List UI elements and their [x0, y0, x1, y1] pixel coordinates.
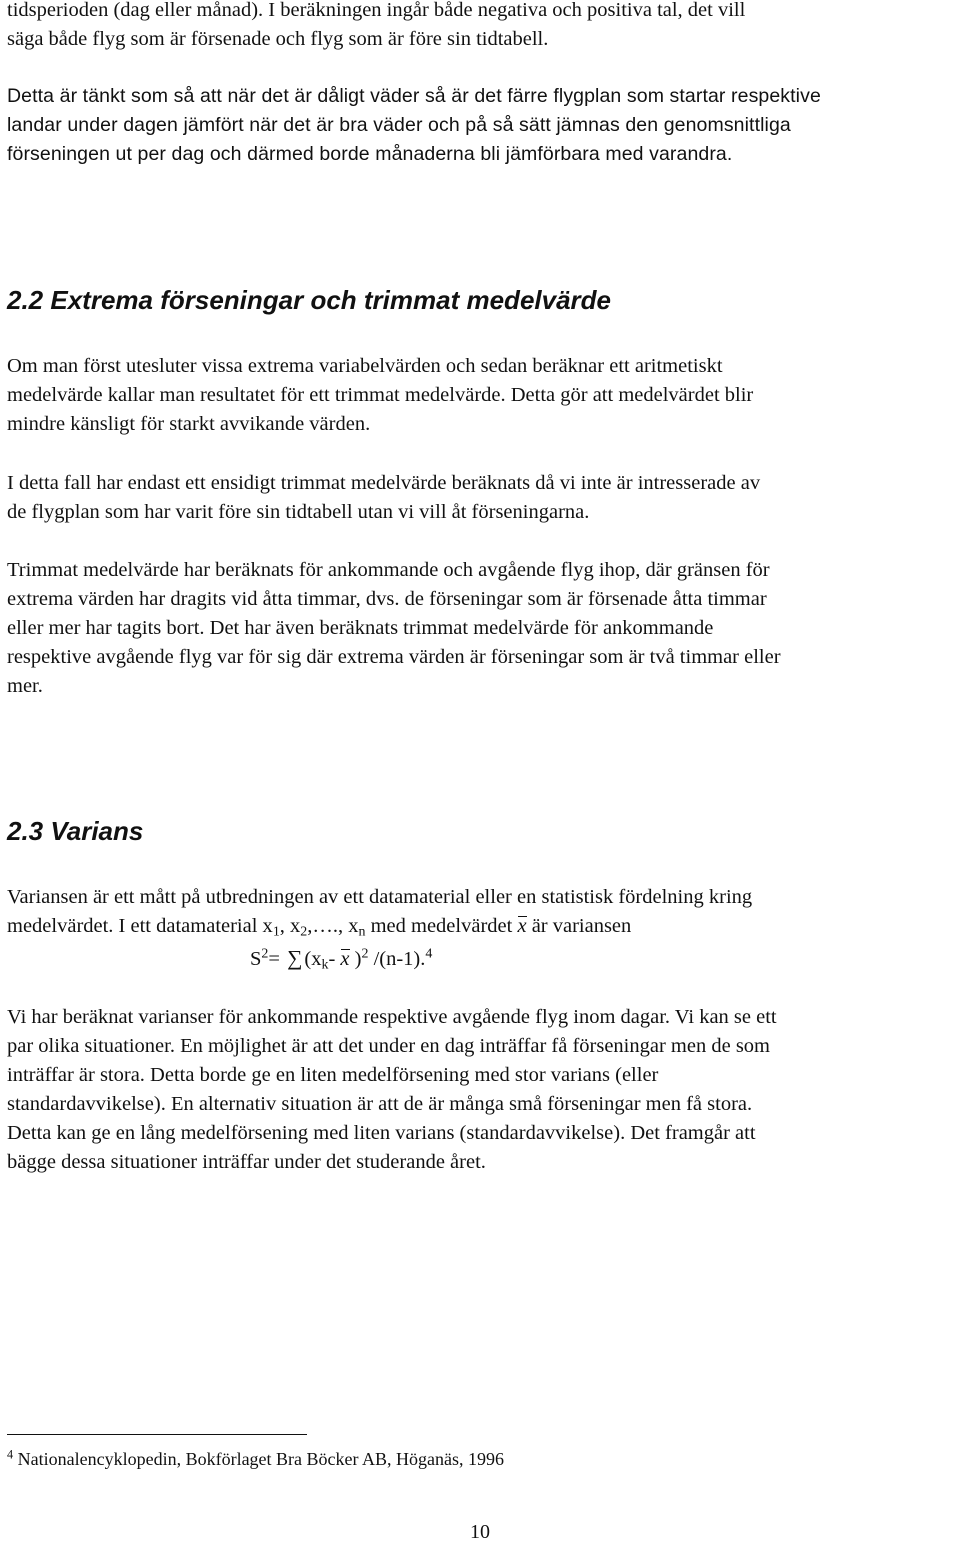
footnote-reference: 4: [425, 946, 433, 962]
footnote-number: 4: [7, 1447, 14, 1462]
heading-section-2-2: 2.2 Extrema förseningar och trimmat medelvärde: [7, 285, 612, 315]
x-bar-symbol: x: [340, 945, 349, 974]
paragraph-trim-limits: Trimmat medelvärde har beräknats för ankommande och avgående flyg ihop, där gränsen för extrema värden har dragits vid åtta timmar, dvs. de förseningar som är försenade åtta timmar eller mer har tagits bort. Det har även beräknats trimmat medelvärde för ankommande respektive avgående flyg var för sig där extrema värden är förseningar som är två timmar eller mer.: [7, 559, 781, 697]
variance-formula: $S^2= \sum(x_k-$ x )$^2$ /(n-1).$^4$: [250, 946, 433, 973]
footnote-divider: [7, 1434, 307, 1435]
page-number: 10: [470, 1521, 490, 1543]
paragraph-intro: tidsperioden (dag eller månad). I beräkningen ingår både negativa och positiva tal, det vill säga både flyg som är försenade och flyg som är före sin tidtabell.: [7, 0, 746, 50]
paragraph-weather: Detta är tänkt som så att när det är dåligt väder så är det färre flygplan som startar respektive landar under dagen jämfört när det är bra väder och på så sätt jämnas den genomsnittliga förseningen ut per dag och därmed borde månaderna bli jämförbara med varandra.: [7, 85, 821, 165]
paragraph-variance-line-1: Variansen är ett mått på utbredningen av ett datamaterial eller en statistisk fördelning kring: [7, 886, 753, 908]
heading-section-2-3: 2.3 Varians: [7, 816, 144, 846]
paragraph-variance-situations: Vi har beräknat varianser för ankommande respektive avgående flyg inom dagar. Vi kan se ett par olika situationer. En möjlighet är att det under en dag inträffar få förseningar men de som inträffar är stora. Detta borde ge en liten medelförsening med stor varians (eller standardavvikelse). En alternativ situation är att de är många små förseningar men få stora. Detta kan ge en lång medelförsening med liten varians (standardavvikelse). Det framgår att bägge dessa situationer inträffar under det studerande året.: [7, 1006, 777, 1173]
paragraph-trimmed-mean-definition: Om man först utesluter vissa extrema variabelvärden och sedan beräknar ett aritmetiskt medelvärde kallar man resultatet för ett trimmat medelvärde. Detta gör att medelvärdet blir mindre känsligt för starkt avvikande värden.: [7, 355, 754, 435]
summation-icon: ∑: [287, 946, 303, 970]
paragraph-one-sided-trim: I detta fall har endast ett ensidigt trimmat medelvärde beräknats då vi inte är intresserade av de flygplan som har varit före sin tidtabell utan vi vill åt förseningarna.: [7, 472, 761, 523]
x-bar-symbol: x: [517, 912, 526, 941]
footnote-text: Nationalencyklopedin, Bokförlaget Bra Böcker AB, Höganäs, 1996: [13, 1449, 505, 1469]
footnote: [7, 1446, 504, 1472]
paragraph-variance-line-2: medelvärdet. I ett datamaterial $x_1$, $x_2,\dots$., $x_n$ med medelvärdet x är variansen: [7, 912, 631, 941]
